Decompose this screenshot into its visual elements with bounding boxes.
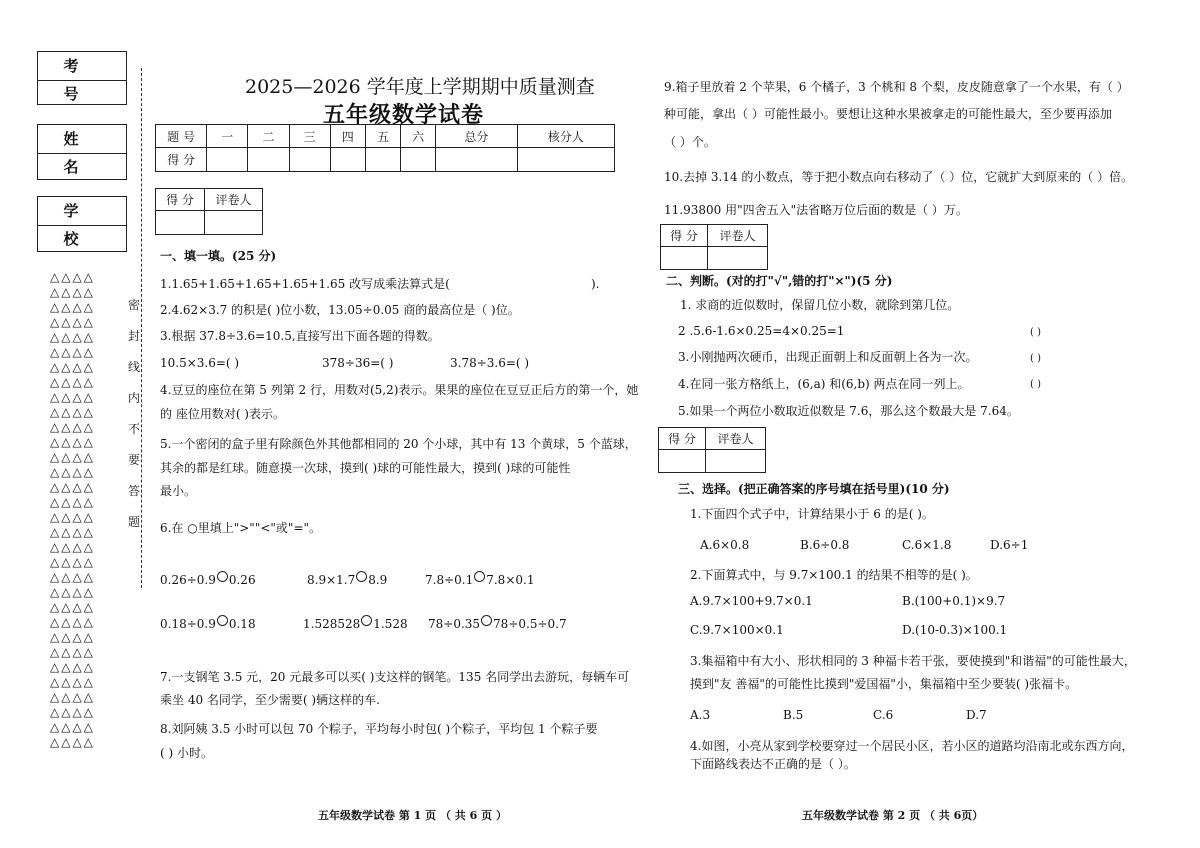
choice-3-line1: 3.集福箱中有大小、形状相同的 3 种福卡若干张，要使摸到"和谐福"的可能性最大， [690,654,1136,668]
triangle-row: △△△△ [50,525,95,539]
triangle-row: △△△△ [50,675,95,689]
seal-char: 不 [127,422,140,436]
exam-number-box [37,51,127,105]
exam-title: 2025—2026 学年度上学期期中质量测查 [245,76,595,98]
compare-circle[interactable] [217,571,228,582]
compare-circle[interactable] [217,615,228,626]
question-7-line2: 乘坐 40 名同学，至少需要( )辆这样的车. [160,693,380,707]
exam-number-label: 考 号 [38,52,126,81]
score-table-header: 二 [248,125,289,148]
triangle-row: △△△△ [50,720,95,734]
score-table-header: 题 号 [156,125,207,148]
judge-2-answer[interactable]: ( ) [1030,327,1041,338]
school-label: 学 校 [38,197,126,226]
triangle-row: △△△△ [50,450,95,464]
choice-2-option[interactable]: D.(10-0.3)×100.1 [902,623,1008,637]
compare-right: 78÷0.5÷0.7 [493,617,567,631]
compare-right: 7.8×0.1 [486,573,535,587]
question-4-line2: 的 座位用数对( )表示。 [160,407,285,421]
compare-right: 1.528 [373,617,408,631]
seal-char: 密 [127,298,140,312]
question-5-line2: 其余的都是红球。随意摸一次球，摸到( )球的可能性最大，摸到( )球的可能性 [160,461,571,475]
compare-right: 0.26 [228,573,256,587]
name-label: 姓 名 [38,125,126,154]
question-8-line1: 8.刘阿姨 3.5 小时可以包 70 个粽子，平均每小时包( )个粽子，平均包 1 个粽子要 [160,722,598,736]
section2-title: 二、判断。(对的打"√",错的打"×")(5 分) [666,274,893,288]
question-3c: 3.78÷3.6=( ) [450,356,530,370]
question-3: 3.根据 37.8÷3.6=10.5,直接写出下面各题的得数。 [160,329,440,343]
score-table-header: 四 [330,125,365,148]
grader-cell[interactable] [708,247,768,270]
triangle-row: △△△△ [50,570,95,584]
question-5-line3: 最小。 [160,484,197,498]
question-11: 11.93800 用"四舍五入"法省略万位后面的数是（ ）万。 [664,203,968,217]
score-table-header: 一 [207,125,248,148]
grader-score-cell[interactable] [661,247,708,270]
triangle-row: △△△△ [50,405,95,419]
exam-number-field[interactable] [38,81,126,104]
compare-circle[interactable] [474,571,485,582]
triangle-row: △△△△ [50,495,95,509]
score-cell[interactable] [330,148,365,172]
seal-char: 题 [127,515,140,529]
choice-3-option[interactable]: A.3 [690,708,711,722]
grader-label: 评卷人 [706,428,766,450]
question-5-line1: 5.一个密闭的盒子里有除颜色外其他都相同的 20 个小球，其中有 13 个黄球，5 个蓝球， [160,437,637,451]
choice-1-option[interactable]: A.6×0.8 [700,538,750,552]
compare-left: 7.8÷0.1 [425,573,474,587]
compare-left: 78÷0.35 [428,617,481,631]
compare-left: 0.26÷0.9 [160,573,216,587]
grader-score-label: 得 分 [661,225,708,247]
compare-item-b [307,571,387,587]
question-1-end: ). [591,277,600,291]
compare-circle[interactable] [356,571,367,582]
grader-label: 评卷人 [708,225,768,247]
triangle-row: △△△△ [50,345,95,359]
seal-char: 内 [127,391,140,405]
grader-score-label: 得 分 [659,428,706,450]
question-7-line1: 7.一支钢笔 3.5 元，20 元最多可以买( )支这样的钢笔。135 名同学出去游玩，每辆车可 [160,670,630,684]
choice-4-line2: 下面路线表达不正确的是（ ）。 [690,757,856,771]
compare-right: 0.18 [228,617,256,631]
compare-item-e [303,615,408,631]
seal-text [126,296,142,544]
question-3b: 378÷36=( ) [322,356,394,370]
grader-box-3 [658,427,766,473]
triangle-row: △△△△ [50,300,95,314]
score-cell[interactable] [365,148,400,172]
score-table-header: 总分 [436,125,517,148]
compare-circle[interactable] [361,615,372,626]
choice-3-line2: 摸到"友 善福"的可能性比摸到"爱国福"小，集福箱中至少要装( )张福卡。 [690,677,1078,691]
question-8-line2: ( ) 小时。 [160,746,213,760]
grader-score-cell[interactable] [156,211,205,235]
seal-char: 线 [127,360,140,374]
score-table [155,124,615,172]
compare-circle[interactable] [481,615,492,626]
score-table-header: 三 [289,125,330,148]
question-3a: 10.5×3.6=( ) [160,356,240,370]
seal-char: 封 [127,329,140,343]
triangle-row: △△△△ [50,690,95,704]
score-cell[interactable] [289,148,330,172]
choice-2: 2.下面算式中，与 9.7×100.1 的结果不相等的是( )。 [690,568,978,582]
compare-left: 8.9×1.7 [307,573,356,587]
page-footer-right: 五年级数学试卷 第 2 页 （ 共 6页） [802,809,984,822]
choice-2-option[interactable]: B.(100+0.1)×9.7 [902,594,1006,608]
triangle-row: △△△△ [50,390,95,404]
triangle-row: △△△△ [50,435,95,449]
score-table-header: 六 [401,125,436,148]
grader-box-1 [155,188,263,235]
grader-score-cell[interactable] [659,450,706,473]
choice-3-option[interactable]: C.6 [873,708,894,722]
score-cell[interactable] [517,148,615,172]
choice-1: 1.下面四个式子中，计算结果小于 6 的是( )。 [690,507,934,521]
score-table-header: 五 [365,125,400,148]
judge-4-answer[interactable]: ( ) [1030,379,1041,390]
choice-1-option[interactable]: C.6×1.8 [902,538,952,552]
judge-2: 2 .5.6-1.6×0.25=4×0.25=1 [678,324,845,338]
question-1: 1.1.65+1.65+1.65+1.65+1.65 改写成乘法算式是( [160,277,450,291]
page-footer-left: 五年级数学试卷 第 1 页 （ 共 6 页 ） [318,809,507,822]
compare-right: 8.9 [368,573,388,587]
school-field[interactable] [38,226,126,251]
seal-char: 答 [127,484,140,498]
compare-item-d [160,615,256,631]
question-4-line1: 4.豆豆的座位在第 5 列第 2 行，用数对(5,2)表示。果果的座位在豆豆正后方的第一个，她 [160,383,639,397]
triangle-row: △△△△ [50,510,95,524]
triangle-row: △△△△ [50,360,95,374]
triangle-row: △△△△ [50,630,95,644]
question-10: 10.去掉 3.14 的小数点，等于把小数点向右移动了（ ）位，它就扩大到原来的（ ）倍。 [664,170,1134,184]
question-6: 6.在 ○里填上">""<"或"="。 [160,521,322,535]
triangle-row: △△△△ [50,270,95,284]
choice-3-option[interactable]: D.7 [966,708,987,722]
score-cell[interactable] [248,148,289,172]
score-cell[interactable] [401,148,436,172]
compare-item-a [160,571,256,587]
triangle-row: △△△△ [50,615,95,629]
question-9-line2: 种可能，拿出（ ）可能性最小。要想让这种水果被拿走的可能性最大，至少要再添加 [664,107,1112,121]
seal-char: 要 [127,453,140,467]
choice-1-option[interactable]: B.6÷0.8 [800,538,850,552]
grader-score-label: 得 分 [156,189,205,211]
grader-cell[interactable] [706,450,766,473]
triangle-row: △△△△ [50,660,95,674]
triangle-row: △△△△ [50,465,95,479]
grader-cell[interactable] [205,211,263,235]
school-box [37,196,127,252]
triangle-row: △△△△ [50,285,95,299]
judge-4: 4.在同一张方格纸上，(6,a) 和(6,b) 两点在同一列上。 [678,377,970,391]
question-9-line1: 9.箱子里放着 2 个苹果，6 个橘子，3 个桃和 8 个梨，皮皮随意拿了一个水果，有（ ） [664,80,1129,94]
judge-3-answer[interactable]: ( ) [1030,353,1041,364]
triangle-row: △△△△ [50,735,95,749]
grader-label: 评卷人 [205,189,263,211]
triangle-row: △△△△ [50,555,95,569]
section3-title: 三、选择。(把正确答案的序号填在括号里)(10 分) [678,482,950,496]
triangle-row: △△△△ [50,540,95,554]
choice-2-option[interactable]: A.9.7×100+9.7×0.1 [690,594,813,608]
compare-item-f [428,615,567,631]
score-table-header: 核分人 [517,125,615,148]
triangle-row: △△△△ [50,705,95,719]
choice-2-option[interactable]: C.9.7×100×0.1 [690,623,784,637]
judge-1: 1. 求商的近似数时，保留几位小数，就除到第几位。 [680,298,960,312]
score-cell[interactable] [436,148,517,172]
exam-subtitle: 五年级数学试卷 [323,102,485,128]
choice-4-line1: 4.如图，小亮从家到学校要穿过一个居民小区，若小区的道路均沿南北或东西方向， [690,739,1134,753]
triangle-column [50,270,120,750]
grader-box-2 [660,224,768,270]
triangle-row: △△△△ [50,600,95,614]
compare-item-c [425,571,534,587]
choice-3-option[interactable]: B.5 [783,708,804,722]
score-cell[interactable] [207,148,248,172]
compare-left: 0.18÷0.9 [160,617,216,631]
triangle-row: △△△△ [50,420,95,434]
judge-5: 5.如果一个两位小数取近似数是 7.6，那么这个数最大是 7.64。 [678,404,1019,418]
compare-left: 1.528528 [303,617,361,631]
score-row-label: 得 分 [156,148,207,172]
triangle-row: △△△△ [50,330,95,344]
name-box [37,124,127,180]
triangle-row: △△△△ [50,375,95,389]
triangle-row: △△△△ [50,645,95,659]
choice-1-option[interactable]: D.6÷1 [990,538,1029,552]
triangle-row: △△△△ [50,585,95,599]
judge-3: 3.小刚抛两次硬币，出现正面朝上和反面朝上各为一次。 [678,350,978,364]
triangle-row: △△△△ [50,315,95,329]
triangle-row: △△△△ [50,480,95,494]
section1-title: 一、填一填。(25 分) [160,249,277,263]
question-2: 2.4.62×3.7 的积是( )位小数，13.05÷0.05 商的最高位是（ )位。 [160,303,520,317]
question-9-line3: （ ）个。 [664,135,716,149]
name-field[interactable] [38,154,126,179]
